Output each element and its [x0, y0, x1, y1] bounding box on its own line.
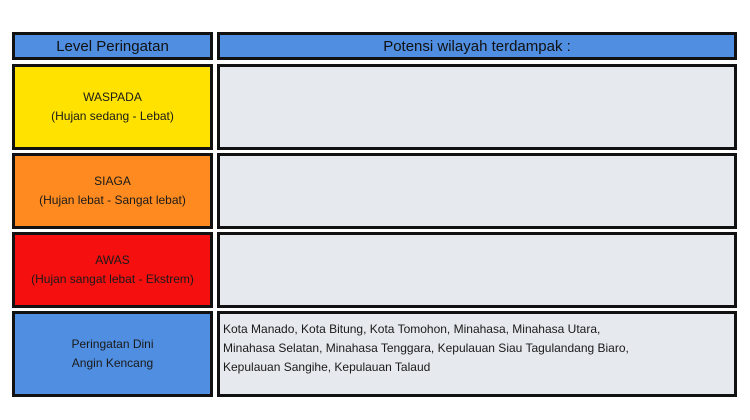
area-wind-cell	[217, 311, 737, 397]
level-wind-cell	[12, 311, 213, 397]
level-siaga-cell	[12, 153, 213, 229]
level-waspada-name: WASPADA	[83, 90, 142, 104]
level-wind-detail: Angin Kencang	[71, 356, 154, 370]
area-waspada-cell	[217, 64, 737, 150]
level-awas-cell	[12, 232, 213, 308]
level-wind-name: Peringatan Dini	[71, 337, 154, 351]
level-waspada-detail: (Hujan sedang - Lebat)	[51, 109, 174, 123]
area-wind-line: Minahasa Selatan, Minahasa Tenggara, Kepulauan Siau Tagulandang Biaro,	[223, 341, 629, 355]
level-waspada-cell	[12, 64, 213, 150]
area-siaga-cell	[217, 153, 737, 229]
area-awas-cell	[217, 232, 737, 308]
level-siaga-name: SIAGA	[94, 174, 131, 188]
area-wind-line: Kepulauan Sangihe, Kepulauan Talaud	[223, 360, 431, 374]
level-awas-detail: (Hujan sangat lebat - Ekstrem)	[31, 272, 194, 286]
header-area-label: Potensi wilayah terdampak :	[383, 37, 571, 55]
level-siaga-detail: (Hujan lebat - Sangat lebat)	[39, 193, 186, 207]
level-awas-name: AWAS	[95, 253, 130, 267]
header-level-cell	[12, 32, 213, 60]
area-wind-line: Kota Manado, Kota Bitung, Kota Tomohon, Minahasa, Minahasa Utara,	[223, 322, 601, 336]
header-level-label: Level Peringatan	[56, 37, 169, 55]
header-area-cell	[217, 32, 737, 60]
area-wind-text	[223, 320, 629, 377]
